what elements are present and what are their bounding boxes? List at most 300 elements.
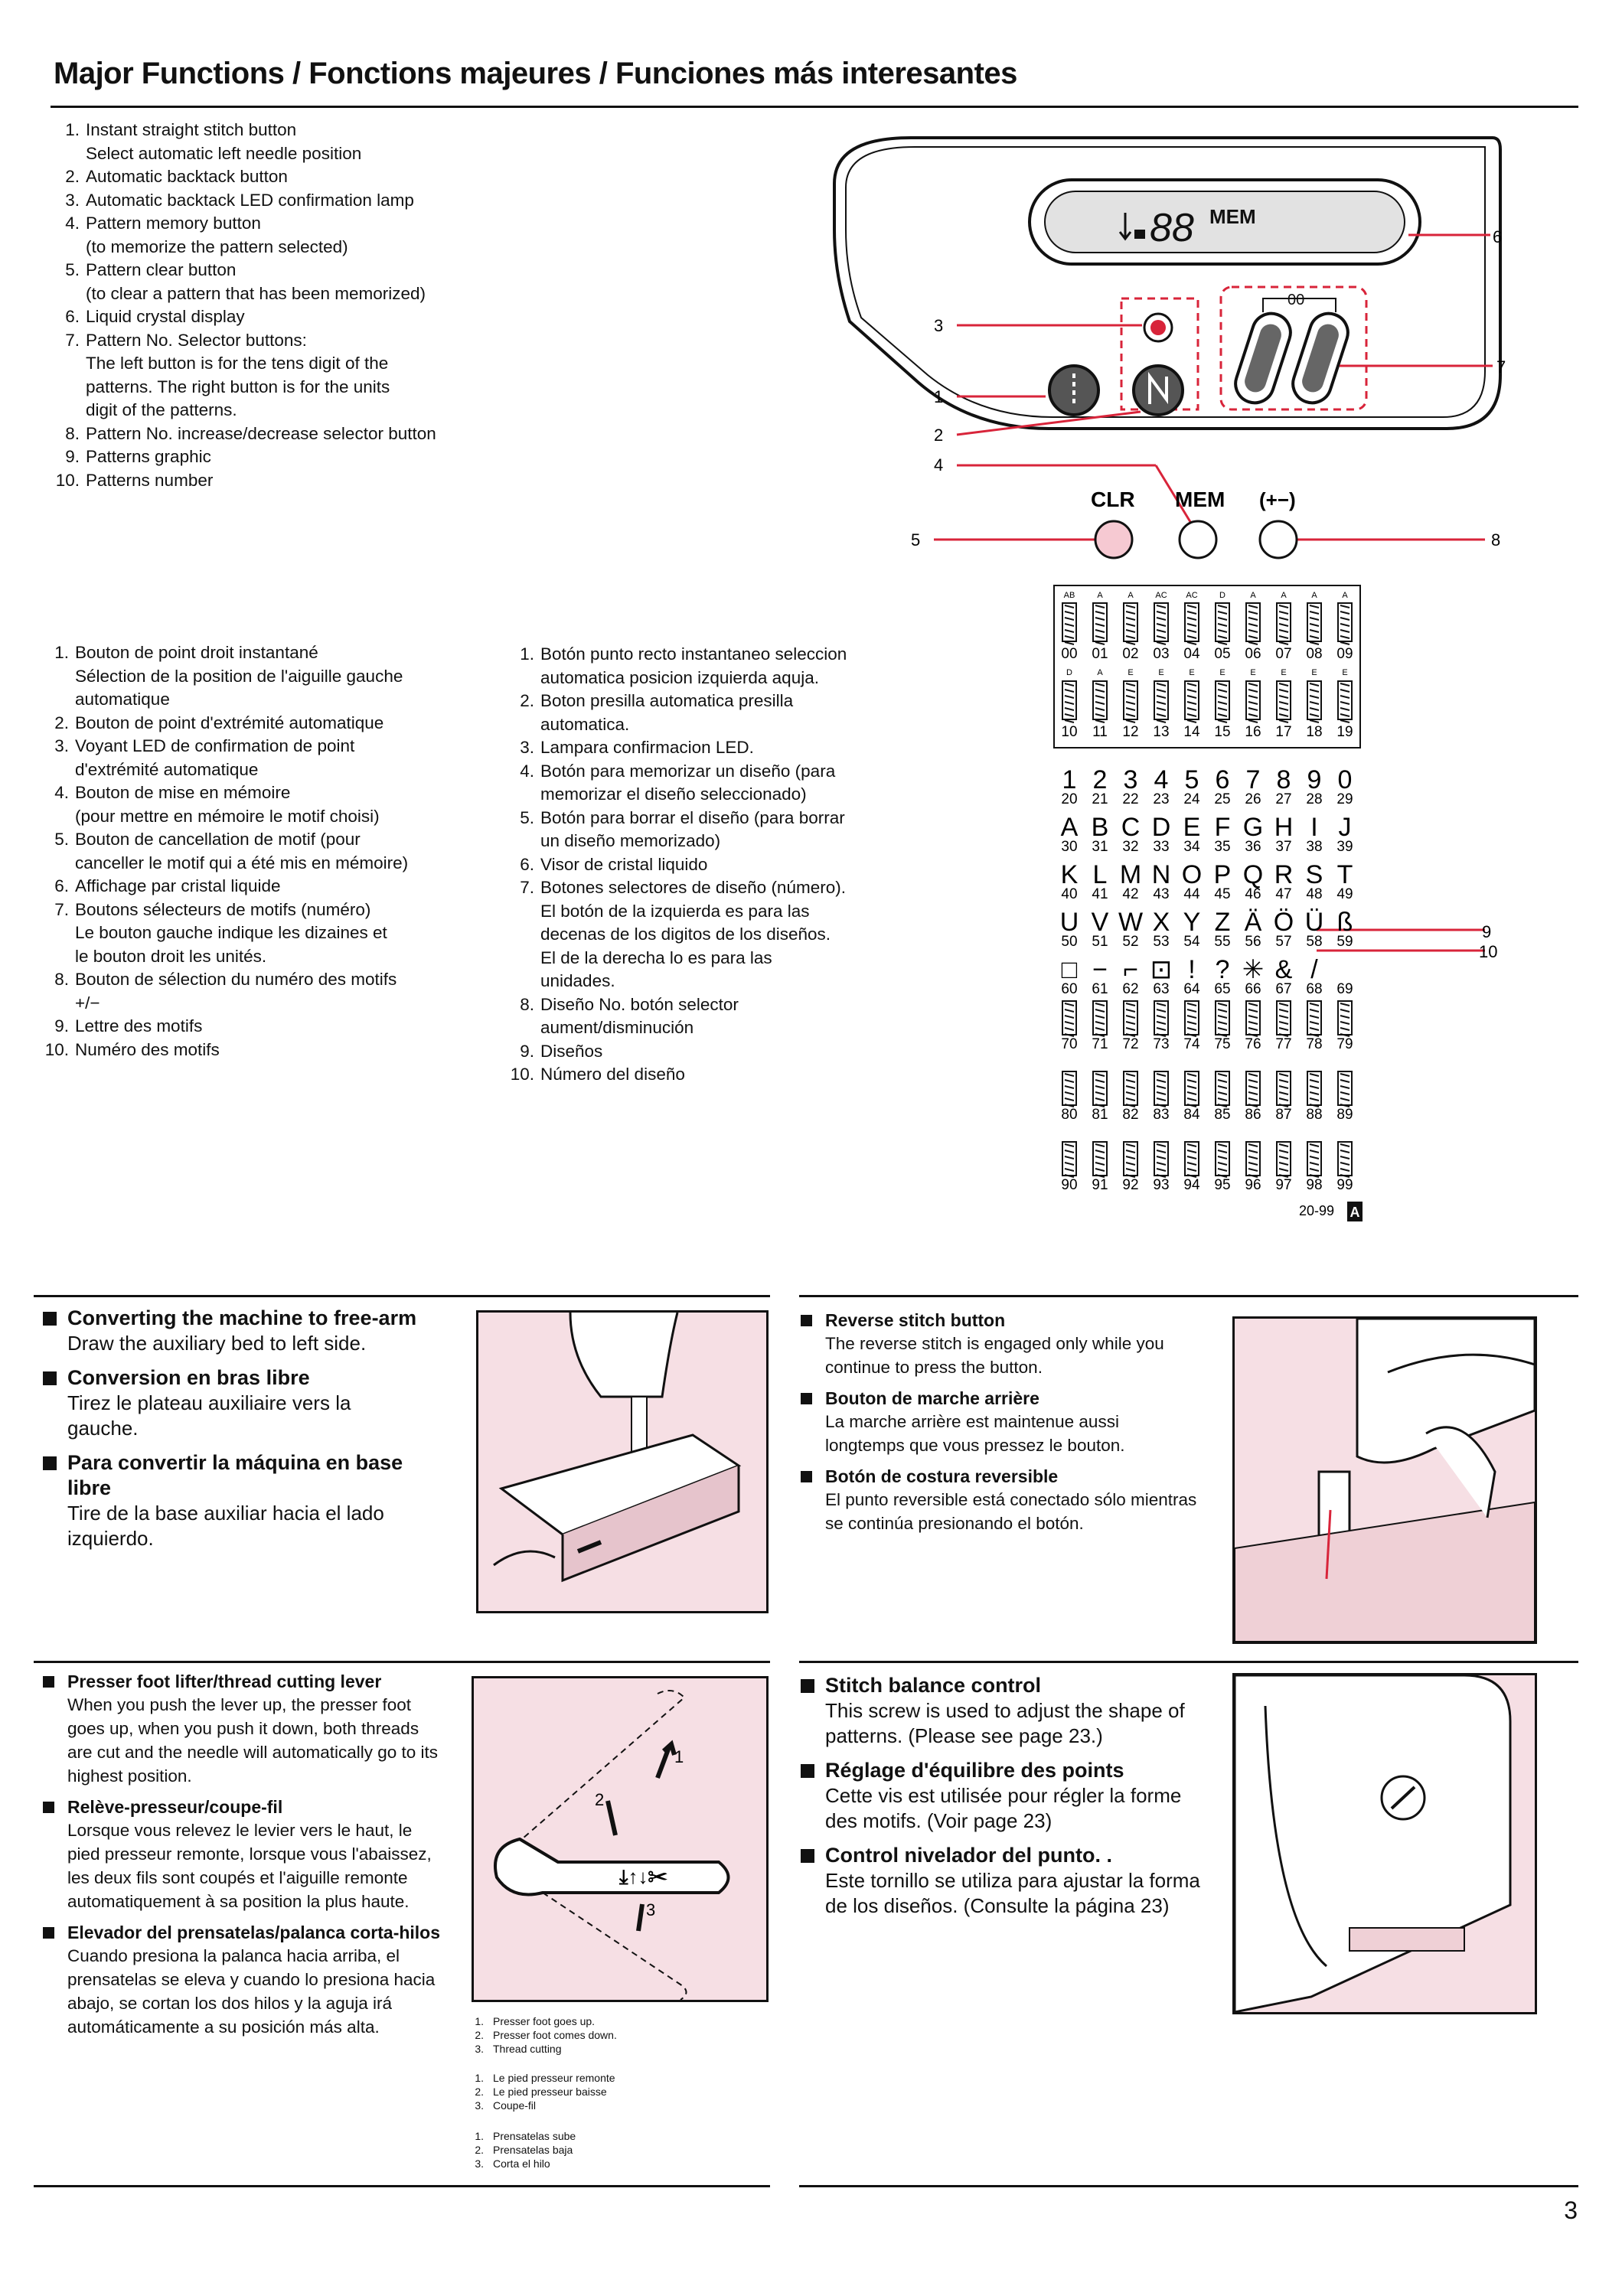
stitch-number: 98: [1306, 1177, 1323, 1193]
stitch-graphic-pattern: [1279, 1003, 1288, 1036]
stitch-graphic: [1093, 681, 1107, 719]
list-number: 5.: [520, 807, 534, 827]
stitch-graphic-pattern: [1340, 683, 1349, 722]
stitch-graphic: [1124, 681, 1137, 719]
list-line: Voyant LED de confirmation de point: [75, 736, 355, 755]
list-number: 8.: [520, 994, 534, 1014]
list-number: 4.: [54, 783, 69, 802]
stitch-number: 37: [1275, 839, 1292, 855]
list-line: +/−: [75, 993, 100, 1013]
stitch-number: 88: [1306, 1107, 1323, 1123]
caption-item: [473, 2129, 749, 2143]
reverse-fr-text: La marche arrière est maintenue aussi longtemps que vous pressez le bouton.: [825, 1412, 1125, 1455]
free-arm-es-text: Tire de la base auxiliar hacia el lado izquierdo.: [67, 1502, 384, 1550]
list-item: [54, 189, 788, 213]
stitch-foot-letter: E: [1250, 668, 1256, 677]
stitch-graphic-pattern: [1340, 1003, 1349, 1036]
list-line: The left button is for the tens digit of the: [86, 354, 389, 373]
stitch-number: 27: [1275, 791, 1292, 807]
stitch-number: 34: [1183, 839, 1200, 855]
stitch-graphic-pattern: [1340, 605, 1349, 644]
stitch-character: U: [1059, 908, 1079, 937]
list-number: 2.: [54, 713, 69, 732]
list-line: Pattern No. Selector buttons:: [86, 330, 307, 350]
balance-fr-text: Cette vis est utilisée pour régler la forme des motifs. (Voir page 23): [825, 1784, 1182, 1832]
list-line: Bouton de point d'extrémité automatique: [75, 713, 384, 732]
stitch-number: 38: [1306, 839, 1323, 855]
list-number: 8.: [65, 423, 80, 443]
title-rule: [51, 106, 1578, 108]
stitch-number: 51: [1092, 934, 1108, 950]
callout-7: 7: [1496, 357, 1506, 377]
list-item: [43, 968, 502, 1015]
plusminus-button: [1260, 521, 1297, 558]
stitch-character: N: [1151, 860, 1171, 889]
list-number: 9.: [65, 447, 80, 466]
stitch-number: 48: [1306, 886, 1323, 902]
stitch-number: 66: [1245, 981, 1261, 997]
list-line: Pattern clear button: [86, 260, 237, 279]
caption-item: [473, 2085, 749, 2099]
rule-left-1: [34, 1295, 770, 1297]
stitch-graphic-pattern: [1095, 605, 1105, 644]
caption-number: 1.: [475, 2015, 484, 2027]
stitch-graphic: [1277, 681, 1291, 719]
stitch-character: B: [1091, 813, 1109, 842]
stitch-number: 60: [1061, 981, 1078, 997]
caption-number: 2.: [475, 2086, 484, 2098]
list-item: [43, 735, 502, 781]
stitch-character: 9: [1307, 765, 1322, 794]
stitch-character: T: [1336, 860, 1353, 889]
list-line: unidades.: [540, 971, 615, 990]
stitch-character: □: [1061, 955, 1078, 984]
stitch-number: 14: [1183, 724, 1200, 740]
caption-text: Le pied presseur remonte: [493, 2072, 615, 2084]
zero-label: 00: [1287, 292, 1305, 308]
stitch-number: 56: [1245, 934, 1261, 950]
stitch-character: 2: [1092, 765, 1108, 794]
stitch-number: 79: [1336, 1036, 1353, 1052]
stitch-graphic: [1154, 681, 1168, 719]
list-number: 9.: [54, 1016, 69, 1035]
caption-text: Presser foot comes down.: [493, 2029, 617, 2041]
stitch-number: 96: [1245, 1177, 1261, 1193]
stitch-character: Ä: [1244, 908, 1262, 937]
presser-es-title: Elevador del prensatelas/palanca corta-hilos: [43, 1921, 441, 1944]
stitch-number: 16: [1245, 724, 1261, 740]
list-line: Sélection de la position de l'aiguille gauche: [75, 666, 403, 686]
stitch-foot-letter: E: [1281, 668, 1287, 677]
caption-text: Presser foot goes up.: [493, 2015, 596, 2027]
stitch-number: 46: [1245, 886, 1261, 902]
free-arm-section: [43, 1306, 418, 1561]
mem-button: [1180, 521, 1216, 558]
stitch-number: 86: [1245, 1107, 1261, 1123]
list-line: (pour mettre en mémoire le motif choisi): [75, 806, 380, 826]
caption-text: Coupe-fil: [493, 2099, 537, 2112]
list-number: 10.: [44, 1039, 69, 1059]
stitch-graphic: [1124, 603, 1137, 641]
list-number: 4.: [65, 214, 80, 233]
list-line: automatica.: [540, 714, 630, 734]
list-line: aument/disminución: [540, 1018, 694, 1037]
stitch-foot-letter: E: [1342, 668, 1348, 677]
stitch-number: 41: [1092, 886, 1108, 902]
stitch-number: 15: [1214, 724, 1231, 740]
stitch-number: 25: [1214, 791, 1231, 807]
callout-10: 10: [1479, 942, 1498, 961]
stitch-character: K: [1060, 860, 1079, 889]
free-arm-illustration: [476, 1310, 769, 1613]
stitch-number: 71: [1092, 1036, 1108, 1052]
stitch-foot-letter: E: [1158, 668, 1164, 677]
stitch-number: 84: [1183, 1107, 1200, 1123]
stitch-graphic-pattern: [1310, 1074, 1319, 1107]
stitch-graphic-pattern: [1340, 1074, 1349, 1107]
stitch-number: 97: [1275, 1177, 1292, 1193]
stitch-number: 32: [1122, 839, 1139, 855]
stitch-character: ?: [1215, 955, 1230, 984]
stitch-number: 39: [1336, 839, 1353, 855]
list-item: [54, 329, 788, 422]
list-number: 10.: [510, 1065, 534, 1084]
stitch-character: R: [1274, 860, 1294, 889]
stitch-graphic-pattern: [1126, 1074, 1135, 1107]
stitch-character: ⌐: [1123, 955, 1138, 984]
stitch-character: D: [1151, 813, 1171, 842]
lcd-mem-label: MEM: [1209, 205, 1256, 228]
stitch-number: 28: [1306, 791, 1323, 807]
stitch-graphic: [1216, 603, 1229, 641]
stitch-character: Q: [1242, 860, 1264, 889]
range-label: 20-99: [1298, 1203, 1335, 1218]
stitch-number: 87: [1275, 1107, 1292, 1123]
list-line: Bouton de mise en mémoire: [75, 783, 291, 802]
list-line: Affichage par cristal liquide: [75, 876, 281, 895]
stitch-number: 94: [1183, 1177, 1200, 1193]
stitch-foot-letter: E: [1311, 668, 1317, 677]
stitch-graphic-pattern: [1248, 1144, 1258, 1177]
caption-item: [473, 2028, 749, 2042]
stitch-graphic-pattern: [1095, 1074, 1105, 1107]
caption-number: 3.: [475, 2043, 484, 2055]
stitch-graphic: [1154, 603, 1168, 641]
stitch-number: 45: [1214, 886, 1231, 902]
stitch-number: 43: [1153, 886, 1170, 902]
stitch-graphic-pattern: [1095, 1003, 1105, 1036]
stitch-graphic: [1246, 603, 1260, 641]
list-item: [54, 212, 788, 259]
stitch-character: ✳: [1242, 955, 1265, 984]
stitch-character: 0: [1337, 765, 1353, 794]
clr-label: CLR: [1091, 488, 1135, 511]
english-function-list: [54, 119, 788, 492]
fig-num-3: 3: [646, 1900, 656, 1919]
stitch-graphic-pattern: [1279, 683, 1288, 722]
stitch-graphic-pattern: [1157, 605, 1166, 644]
stitch-number: 29: [1336, 791, 1353, 807]
stitch-graphic-pattern: [1095, 683, 1105, 722]
list-line: un diseño memorizado): [540, 831, 721, 850]
callout-8: 8: [1491, 530, 1501, 550]
fig-num-1: 1: [674, 1747, 684, 1766]
callout-2: 2: [934, 426, 944, 445]
stitch-number: 36: [1245, 839, 1261, 855]
stitch-foot-letter: D: [1066, 668, 1072, 677]
stitch-number: 91: [1092, 1177, 1108, 1193]
stitch-foot-letter: E: [1219, 668, 1225, 677]
stitch-graphic-pattern: [1065, 1074, 1074, 1107]
stitch-number: 02: [1122, 646, 1139, 662]
callout-5: 5: [911, 530, 921, 550]
rule-left-3: [34, 2185, 770, 2187]
stitch-number: 73: [1153, 1036, 1170, 1052]
stitch-character: &: [1274, 955, 1293, 984]
stitch-graphic-pattern: [1065, 1003, 1074, 1036]
stitch-foot-letter: E: [1189, 668, 1195, 677]
stitch-number: 21: [1092, 791, 1108, 807]
list-line: Select automatic left needle position: [86, 143, 362, 163]
stitch-graphic-pattern: [1095, 1144, 1105, 1177]
stitch-number: 81: [1092, 1107, 1108, 1123]
list-line: (to clear a pattern that has been memorized): [86, 283, 426, 303]
stitch-graphic-pattern: [1310, 1003, 1319, 1036]
stitch-graphic-pattern: [1218, 683, 1227, 722]
stitch-number: 13: [1153, 724, 1170, 740]
stitch-character: I: [1310, 813, 1318, 842]
stitch-graphic-pattern: [1126, 683, 1135, 722]
stitch-number: 58: [1306, 934, 1323, 950]
list-number: 2.: [520, 691, 534, 710]
stitch-number: 22: [1122, 791, 1139, 807]
list-number: 5.: [65, 260, 80, 279]
stitch-character: 5: [1184, 765, 1199, 794]
stitch-number: 99: [1336, 1177, 1353, 1193]
stitch-graphic-pattern: [1157, 1074, 1166, 1107]
stitch-number: 55: [1214, 934, 1231, 950]
stitch-number: 95: [1214, 1177, 1231, 1193]
list-line: Instant straight stitch button: [86, 120, 297, 139]
stitch-graphic-pattern: [1187, 1144, 1196, 1177]
list-line: Bouton de cancellation de motif (pour: [75, 830, 361, 849]
stitch-graphic-pattern: [1340, 1144, 1349, 1177]
list-number: 7.: [520, 878, 534, 897]
stitch-character: A: [1060, 813, 1079, 842]
stitch-number: 03: [1153, 646, 1170, 662]
list-number: 9.: [520, 1041, 534, 1061]
caption-number: 2.: [475, 2144, 484, 2156]
stitch-number: 18: [1306, 724, 1323, 740]
fig-num-2: 2: [595, 1790, 605, 1809]
list-line: El de la derecha lo es para las: [540, 947, 772, 967]
rule-right-2: [799, 1661, 1578, 1663]
list-line: Botón para borrar el diseño (para borrar: [540, 807, 845, 827]
stitch-number: 57: [1275, 934, 1292, 950]
list-item: [43, 641, 502, 712]
caption-text: Thread cutting: [493, 2043, 562, 2055]
stitch-number: 19: [1336, 724, 1353, 740]
stitch-number: 54: [1183, 934, 1200, 950]
list-line: Número del diseño: [540, 1065, 685, 1084]
stitch-character: Z: [1214, 908, 1231, 937]
stitch-character: L: [1092, 860, 1108, 889]
stitch-number: 68: [1306, 981, 1323, 997]
stitch-character: ß: [1336, 908, 1353, 937]
captions-en: [473, 2014, 749, 2056]
stitch-graphic-pattern: [1187, 683, 1196, 722]
stitch-graphic-pattern: [1157, 1144, 1166, 1177]
stitch-number: 07: [1275, 646, 1292, 662]
stitch-number: 00: [1061, 646, 1078, 662]
stitch-character: E: [1183, 813, 1201, 842]
stitch-number: 53: [1153, 934, 1170, 950]
list-line: Diseño No. botón selector: [540, 994, 739, 1014]
clr-button: [1095, 521, 1132, 558]
stitch-number: 31: [1092, 839, 1108, 855]
list-item: [43, 781, 502, 828]
balance-es-title: Control nivelador del punto. .: [801, 1843, 1206, 1868]
reverse-en-title: Reverse stitch button: [801, 1309, 1199, 1332]
stitch-number: 35: [1214, 839, 1231, 855]
caption-item: [473, 2014, 749, 2028]
list-line: Liquid crystal display: [86, 307, 245, 326]
stitch-number: 10: [1061, 724, 1078, 740]
presser-en-title: Presser foot lifter/thread cutting lever: [43, 1670, 441, 1693]
stitch-foot-letter: D: [1219, 591, 1225, 600]
stitch-number: 78: [1306, 1036, 1323, 1052]
stitch-number: 40: [1061, 886, 1078, 902]
list-number: 1.: [65, 120, 80, 139]
stitch-foot-letter: A: [1097, 591, 1103, 600]
stitch-graphic: [1062, 603, 1076, 641]
stitch-number: 77: [1275, 1036, 1292, 1052]
list-line: automatica posicion izquierda aquja.: [540, 667, 819, 687]
list-line: Diseños: [540, 1041, 603, 1061]
stitch-graphic-pattern: [1065, 1144, 1074, 1177]
stitch-foot-letter: A: [1250, 591, 1256, 600]
caption-item: [473, 2143, 749, 2157]
list-line: Automatic backtack button: [86, 167, 288, 186]
list-number: 3.: [65, 190, 80, 210]
list-number: 7.: [65, 330, 80, 350]
stitch-number: 62: [1122, 981, 1139, 997]
stitch-graphic-pattern: [1126, 1003, 1135, 1036]
presser-en-text: When you push the lever up, the presser foot goes up, when you push it down, both threads are cut and the needle will automatically go to its highest position.: [67, 1695, 439, 1786]
stitch-number: 09: [1336, 646, 1353, 662]
list-item: [54, 422, 788, 446]
list-line: digit of the patterns.: [86, 400, 237, 419]
stitch-character: 4: [1154, 765, 1169, 794]
list-item: [43, 712, 502, 735]
stitch-character: /: [1310, 955, 1318, 984]
stitch-number: 64: [1183, 981, 1200, 997]
reverse-es-text: El punto reversible está conectado sólo mientras se continúa presionando el botón.: [825, 1490, 1197, 1533]
stitch-number: 93: [1153, 1177, 1170, 1193]
stitch-graphic-pattern: [1279, 1074, 1288, 1107]
stitch-number: 42: [1122, 886, 1139, 902]
stitch-graphic-pattern: [1310, 683, 1319, 722]
list-line: d'extrémité automatique: [75, 759, 259, 779]
reverse-stitch-illustration: [1232, 1316, 1537, 1644]
list-line: le bouton droit les unités.: [75, 946, 267, 966]
stitch-character: W: [1118, 908, 1144, 937]
reverse-en-text: The reverse stitch is engaged only while you continue to press the button.: [825, 1334, 1164, 1377]
stitch-graphic: [1062, 681, 1076, 719]
stitch-graphic: [1338, 681, 1352, 719]
stitch-number: 67: [1275, 981, 1292, 997]
stitch-character: 8: [1276, 765, 1291, 794]
list-item: [43, 899, 502, 969]
stitch-number: 69: [1336, 981, 1353, 997]
presser-foot-section: [43, 1670, 441, 2047]
list-item: [54, 259, 788, 305]
list-line: memorizar el diseño seleccionado): [540, 784, 807, 804]
stitch-foot-letter: A: [1097, 668, 1103, 677]
callout-4: 4: [934, 455, 944, 475]
stitch-graphic-pattern: [1157, 1003, 1166, 1036]
mem-label: MEM: [1175, 488, 1225, 511]
stitch-graphic-pattern: [1187, 1074, 1196, 1107]
stitch-graphic-pattern: [1248, 1074, 1258, 1107]
free-arm-en-text: Draw the auxiliary bed to left side.: [67, 1332, 367, 1355]
stitch-character: 7: [1245, 765, 1261, 794]
stitch-foot-letter: E: [1128, 668, 1134, 677]
stitch-graphic-pattern: [1065, 683, 1074, 722]
caption-number: 2.: [475, 2029, 484, 2041]
french-function-list: [43, 641, 502, 1062]
stitch-character: X: [1152, 908, 1170, 937]
list-number: 8.: [54, 970, 69, 989]
stitch-graphic-pattern: [1218, 605, 1227, 644]
stitch-graphic: [1307, 603, 1321, 641]
stitch-character: F: [1214, 813, 1231, 842]
stitch-graphic-pattern: [1218, 1144, 1227, 1177]
stitch-graphic-pattern: [1248, 683, 1258, 722]
list-item: [54, 305, 788, 329]
stitch-character: O: [1181, 860, 1203, 889]
stitch-number: 33: [1153, 839, 1170, 855]
list-line: patterns. The right button is for the units: [86, 377, 390, 396]
list-number: 7.: [54, 899, 69, 919]
caption-number: 3.: [475, 2157, 484, 2170]
stitch-number: 85: [1214, 1107, 1231, 1123]
list-number: 1.: [54, 643, 69, 662]
free-arm-es-title: Para convertir la máquina en base libre: [43, 1450, 418, 1501]
stitch-character: M: [1119, 860, 1142, 889]
list-number: 3.: [520, 738, 534, 757]
stitch-graphic: [1185, 603, 1199, 641]
stitch-graphic-pattern: [1279, 605, 1288, 644]
stitch-graphic-pattern: [1248, 605, 1258, 644]
stitch-graphic-pattern: [1157, 683, 1166, 722]
stitch-graphic-pattern: [1187, 605, 1196, 644]
presser-foot-illustration: [472, 1676, 769, 2002]
stitch-character: −: [1092, 955, 1108, 984]
stitch-graphic-pattern: [1065, 605, 1074, 644]
list-line: El botón de la izquierda es para las: [540, 901, 810, 921]
stitch-number: 12: [1122, 724, 1139, 740]
stitch-graphic-pattern: [1126, 1144, 1135, 1177]
plusminus-label: (+−): [1259, 488, 1296, 511]
list-item: [43, 875, 502, 899]
stitch-graphic: [1093, 603, 1107, 641]
balance-en-title: Stitch balance control: [801, 1673, 1206, 1698]
presser-es-text: Cuando presiona la palanca hacia arriba, el prensatelas se eleva y cuando lo presiona hacia abajo, se cortan los dos hilos y la aguja irá automáticamente a su posición más alta.: [67, 1946, 436, 2037]
reverse-stitch-section: [801, 1309, 1199, 1543]
list-number: 1.: [520, 644, 534, 664]
caption-number: 1.: [475, 2130, 484, 2142]
